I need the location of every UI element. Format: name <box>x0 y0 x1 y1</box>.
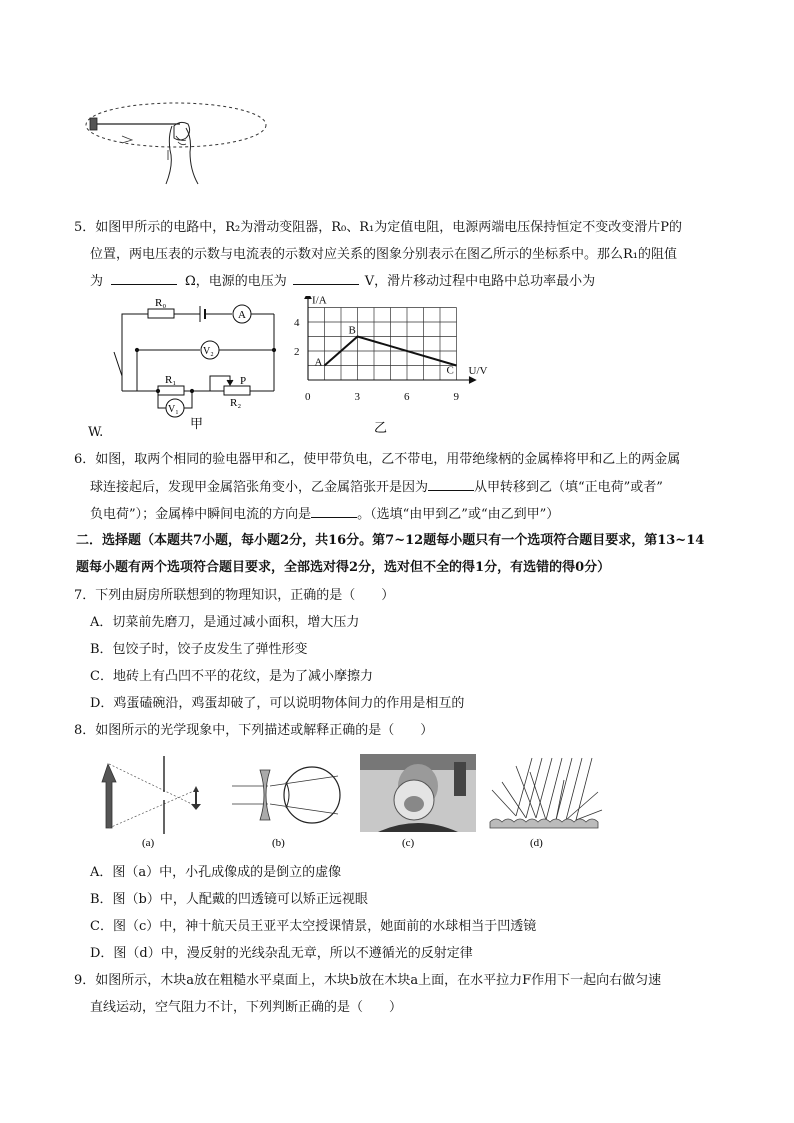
q8-option-a[interactable]: A．图（a）中，小孔成像成的是倒立的虚像 <box>90 865 342 880</box>
y-axis-label: I/A <box>312 296 327 307</box>
q6-line-3-a: 负电荷”）；金属棒中瞬间电流的方向是 <box>90 507 312 522</box>
q6-line-2-a: 球连接起后，发现甲金属箔张角变小，乙金属箔张开是因为 <box>90 480 429 495</box>
section-2-line-2: 题每小题有两个选项符合题目要求，全部选对得2分，选对但不全的得1分，有选错的得0分） <box>76 560 611 575</box>
q8-stem: 8．如图所示的光学现象中，下列描述或解释正确的是（ ） <box>74 723 434 738</box>
q5-line-2: 位置，两电压表的示数与电流表的示数对应关系的图象分别表示在图乙所示的坐标系中。那么R₁的阻值 <box>90 247 678 262</box>
x-axis-label: U/V <box>468 365 488 377</box>
figure-b-eye-lens <box>228 752 346 848</box>
circuit-caption: 甲 <box>190 416 204 431</box>
y-axis-arrow <box>305 296 311 299</box>
x-axis-arrow <box>470 377 476 383</box>
q7-stem: 7．下列由厨房所联想到的物理知识，正确的是（ ） <box>74 588 395 603</box>
q5-line-4: W. <box>88 425 104 440</box>
q9-line-1: 9．如图所示，木块a放在粗糙水平桌面上，木块b放在木块a上面，在水平拉力F作用下一起向右做匀速 <box>74 973 662 988</box>
q5-blank-resistance[interactable] <box>111 272 177 285</box>
section-2-line-1: 二．选择题（本题共7小题，每小题2分，共16分。第7~12题每小题只有一个选项符合题目要求，第13~14 <box>76 533 705 548</box>
circuit-diagram <box>108 294 284 434</box>
figure-d-diffuse-reflection <box>486 752 606 848</box>
point-label-A: A <box>314 356 323 369</box>
x-tick-0: 0 <box>305 391 311 403</box>
q8-option-d[interactable]: D．图（d）中，漫反射的光线杂乱无章，所以不遵循光的反射定律 <box>90 946 473 961</box>
q6-blank-direction[interactable] <box>311 505 357 518</box>
iu-graph <box>286 296 496 438</box>
q6-line-1: 6．如图，取两个相同的验电器甲和乙，使甲带负电，乙不带电，用带绝缘柄的金属棒将甲和乙上的两金属 <box>74 452 681 467</box>
r1-label: R₁ <box>165 374 177 386</box>
q7-option-b[interactable]: B．包饺子时，饺子皮发生了弹性形变 <box>90 642 308 657</box>
x-tick-9: 9 <box>453 391 459 403</box>
q5-line-3-b: Ω，电源的电压为 <box>185 274 287 289</box>
q7-option-a[interactable]: A．切菜前先磨刀，是通过减小面积，增大压力 <box>90 615 360 630</box>
figure-a-pinhole <box>98 752 216 848</box>
point-label-C: C <box>446 364 454 377</box>
caption-a: (a) <box>142 837 155 848</box>
q8-option-b[interactable]: B．图（b）中，人配戴的凹透镜可以矫正远视眼 <box>90 892 368 907</box>
graph-caption: 乙 <box>374 420 388 435</box>
caption-b: (b) <box>272 837 285 848</box>
caption-d: (d) <box>530 837 543 848</box>
q5-line-3-a: 为 <box>90 274 104 289</box>
figure-c-water-ball-photo <box>358 752 478 848</box>
v1-label: V₁ <box>168 404 179 415</box>
q6-line-2-b: 从甲转移到乙（填“正电荷”或者” <box>474 480 663 495</box>
q9-line-2: 直线运动，空气阻力不计，下列判断正确的是（ ） <box>90 1000 403 1015</box>
q6-line-3 <box>90 505 559 524</box>
q5-line-1: 5．如图甲所示的电路中，R₂为滑动变阻器，R₀、R₁为定值电阻，电源两端电压保持恒定不变改变滑片P的 <box>74 220 683 235</box>
q5-line-3 <box>90 272 595 291</box>
point-label-B: B <box>348 324 356 337</box>
q5-blank-voltage[interactable] <box>293 272 359 285</box>
q8-option-c[interactable]: C．图（c）中，神十航天员王亚平太空授课情景，她面前的水球相当于凹透镜 <box>90 919 537 934</box>
r2-label: R₂ <box>230 397 242 409</box>
q6-blank-charge[interactable] <box>428 478 474 491</box>
ammeter-label: A <box>238 309 246 321</box>
p-label: P <box>240 375 247 387</box>
y-tick-2: 2 <box>294 346 300 358</box>
x-tick-6: 6 <box>404 391 410 403</box>
x-tick-3: 3 <box>354 391 360 403</box>
q5-line-3-c: V，滑片移动过程中电路中总功率最小为 <box>364 274 596 289</box>
q6-line-3-b: 。（选填“由甲到乙”或“由乙到甲”） <box>357 507 560 522</box>
q7-option-c[interactable]: C．地砖上有凸凹不平的花纹，是为了减小摩擦力 <box>90 669 373 684</box>
r0-label: R₀ <box>155 297 167 309</box>
q7-option-d[interactable]: D．鸡蛋磕碗沿，鸡蛋却破了，可以说明物体间力的作用是相互的 <box>90 696 465 711</box>
circular-motion-figure <box>82 98 272 204</box>
caption-c: (c) <box>402 837 415 848</box>
y-tick-4: 4 <box>294 317 300 329</box>
v2-label: V₂ <box>203 346 214 357</box>
q6-line-2 <box>90 478 663 497</box>
